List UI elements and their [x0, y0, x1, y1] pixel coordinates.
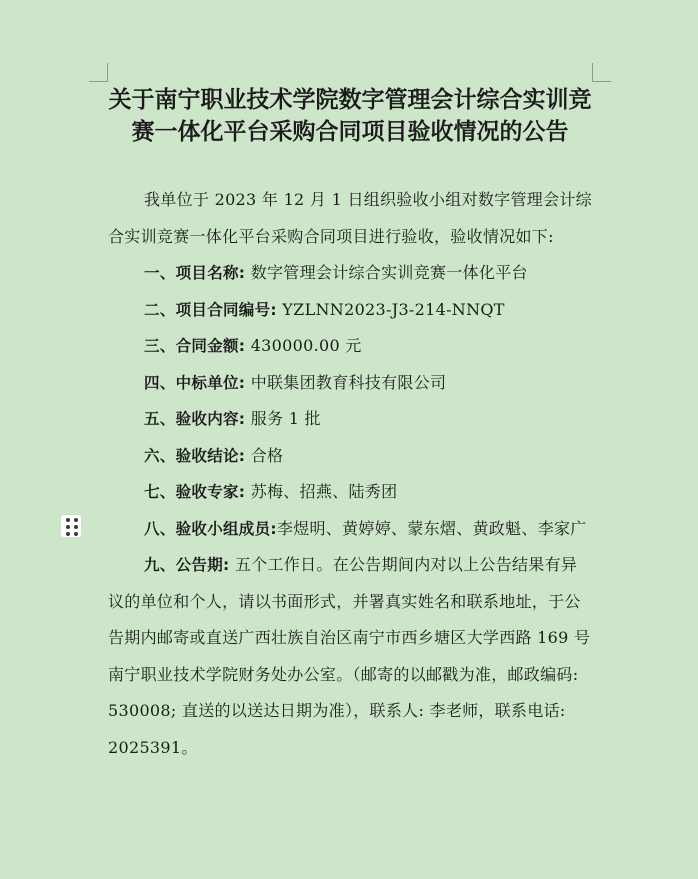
item-contract-number	[108, 292, 592, 329]
item-winning-bidder	[108, 365, 592, 402]
item-label: 三、合同金额:	[144, 337, 246, 355]
document-title: 关于南宁职业技术学院数字管理会计综合实训竞赛一体化平台采购合同项目验收情况的公告	[108, 86, 592, 145]
intro-paragraph: 我单位于 2023 年 12 月 1 日组织验收小组对数字管理会计综合实训竞赛一体化平台采购合同项目进行验收，验收情况如下:	[108, 190, 592, 246]
item-value: 合格	[250, 445, 284, 465]
drag-handle-icon[interactable]	[61, 515, 81, 537]
document-body[interactable]	[108, 182, 592, 766]
item-acceptance-conclusion	[108, 438, 592, 475]
item-label: 六、验收结论:	[144, 446, 246, 465]
item-value: 数字管理会计综合实训竞赛一体化平台	[250, 263, 528, 282]
item-group-members	[108, 511, 592, 548]
item-value: 中联集团教育科技有限公司	[250, 372, 447, 392]
item-label: 五、验收内容:	[144, 410, 246, 428]
item-project-name	[108, 255, 592, 292]
item-value: 苏梅、招燕、陆秀团	[250, 482, 398, 501]
item-label: 七、验收专家:	[144, 483, 246, 501]
item-label: 一、项目名称:	[144, 264, 246, 282]
item-value: 五个工作日。在公告期间内对以上公告结果有异议的单位和个人，请以书面形式，并署真实姓名和联系地址，于公告期内邮寄或直送广西壮族自治区南宁市西乡塘区大学西路 169 号南宁职业技术学院财务处办公室。（邮寄的以邮戳为准，邮政编码: 530008; 直送的以送达日期为准），联系人: 李老师，联系电话: 2025391。	[108, 555, 591, 757]
item-value: 服务 1 批	[250, 409, 321, 428]
crop-mark-top-right	[592, 63, 611, 82]
item-announcement-period	[108, 547, 592, 766]
item-acceptance-content	[108, 401, 592, 438]
crop-mark-top-left	[89, 63, 108, 82]
item-contract-amount	[108, 328, 592, 365]
item-acceptance-experts	[108, 474, 592, 511]
item-value: YZLNN2023-J3-214-NNQT	[282, 299, 505, 319]
item-value: 李煜明、黄婷婷、蒙东熠、黄政魁、李家广	[276, 518, 587, 538]
item-label: 四、中标单位:	[144, 373, 246, 392]
item-label: 八、验收小组成员:	[144, 519, 277, 538]
item-value: 430000.00 元	[250, 336, 362, 355]
item-label: 九、公告期:	[144, 556, 230, 574]
item-label: 二、项目合同编号:	[144, 300, 277, 319]
